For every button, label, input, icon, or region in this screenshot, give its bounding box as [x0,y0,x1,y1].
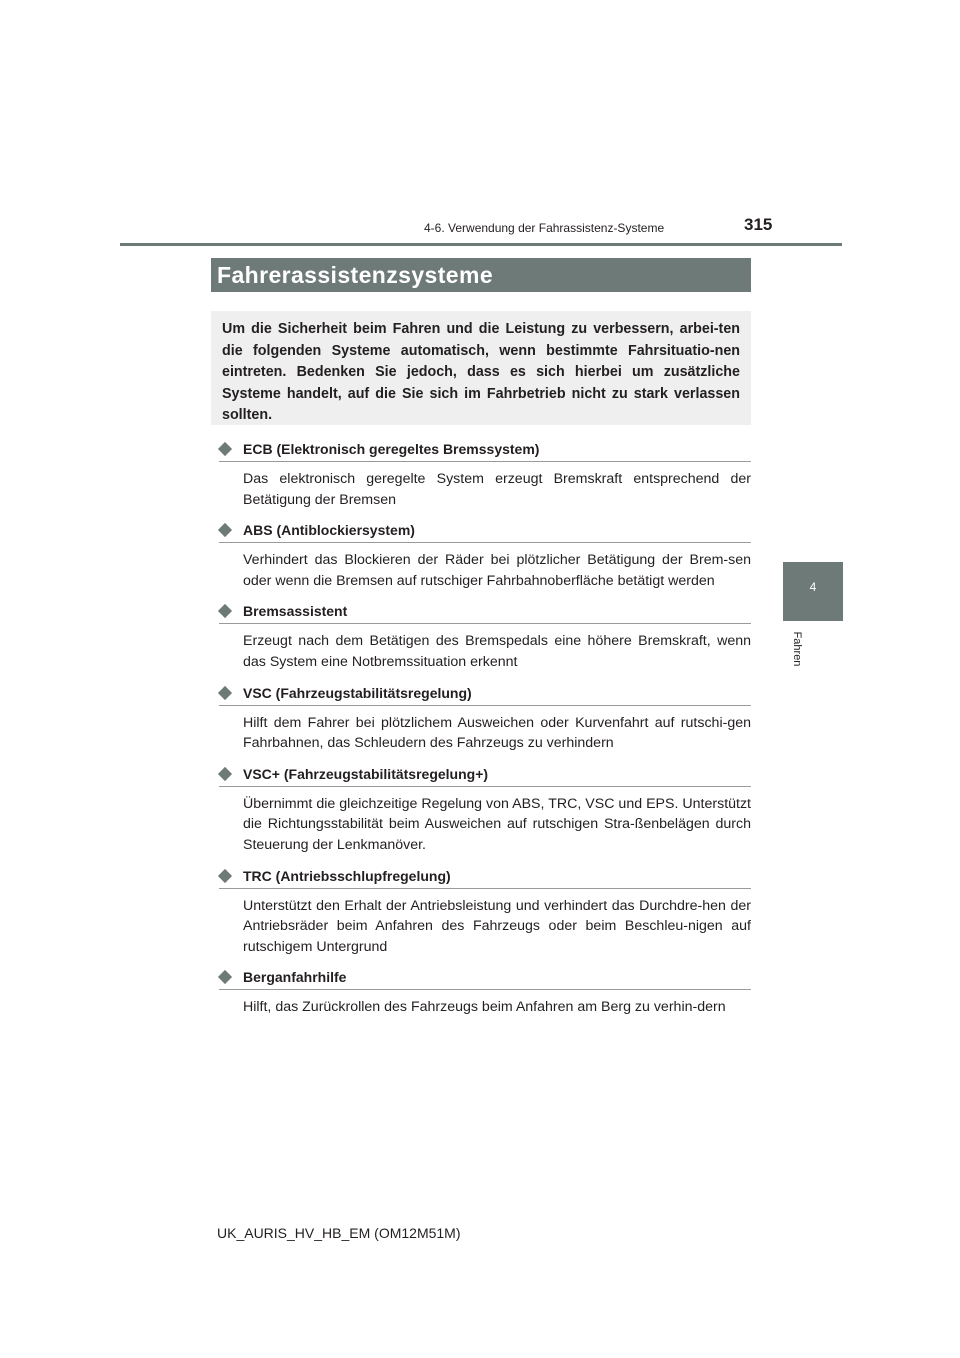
header-section-title: 4-6. Verwendung der Fahrassistenz-Systeme [424,221,665,235]
feature-title: VSC+ (Fahrzeugstabilitätsregelung+) [243,765,489,782]
intro-text: Um die Sicherheit beim Fahren und die Leistung zu verbessern, arbei-ten die folgenden Systeme automatisch, wenn bestimmte Fahrsituatio-nen eintreten. Bedenken Sie jedoch, dass es sich hierbei um zusätzliche Systeme handelt, auf die Sie sich im Fahrbetrieb nicht zu stark verlassen sollten. [222,321,740,424]
feature-heading [219,964,751,990]
diamond-bullet-icon [218,767,232,781]
diamond-bullet-icon [218,604,232,618]
diamond-bullet-icon [218,442,232,456]
feature-description: Erzeugt nach dem Betätigen des Bremspedals eine höhere Bremskraft, wenn das System eine Notbremssituation erkennt [243,633,751,670]
feature-heading [219,863,751,889]
feature-title: VSC (Fahrzeugstabilitätsregelung) [243,684,472,701]
feature-description: Hilft, das Zurückrollen des Fahrzeugs beim Anfahren am Berg zu verhin-dern [243,999,726,1016]
feature-title: ECB (Elektronisch geregeltes Bremssystem) [243,441,540,457]
feature-title: Berganfahrhilfe [243,969,347,986]
feature-item [219,436,751,510]
feature-description: Übernimmt die gleichzeitige Regelung von ABS, TRC, VSC und EPS. Unterstützt die Richtungsstabilität beim Ausweichen auf rutschigen Stra-ßenbelägen durch Steuerung der Lenkmanöver. [243,795,751,853]
feature-description: Unterstützt den Erhalt der Antriebsleistung und verhindert das Durchdre-hen der Antriebsräder beim Anfahren des Fahrzeugs oder beim Beschleu-nigen auf rutschigem Untergrund [243,897,751,955]
feature-item [219,517,751,591]
document-code: UK_AURIS_HV_HB_EM (OM12M51M) [217,1225,461,1241]
diamond-bullet-icon [218,523,232,537]
feature-heading [219,680,751,706]
feature-item [219,964,751,1018]
feature-item [219,598,751,672]
chapter-label-text: Fahren [791,631,803,667]
feature-item [219,761,751,856]
feature-title: ABS (Antiblockiersystem) [243,522,415,539]
feature-heading [219,436,751,462]
feature-list [219,436,751,1025]
section-title-bar [211,258,751,292]
diamond-bullet-icon [218,868,232,882]
feature-description: Das elektronisch geregelte System erzeugt Bremskraft entsprechend der Betätigung der Bremsen [243,471,751,508]
feature-item [219,680,751,754]
diamond-bullet-icon [218,685,232,699]
diamond-bullet-icon [218,970,232,984]
chapter-label [790,628,804,670]
intro-box [211,311,751,425]
feature-description: Hilft dem Fahrer bei plötzlichem Ausweichen oder Kurvenfahrt auf rutschi-gen Fahrbahnen, das Schleudern des Fahrzeugs zu verhindern [243,714,751,752]
section-title: Fahrerassistenzsysteme [217,262,494,288]
feature-title: Bremsassistent [243,603,348,620]
feature-heading [219,598,751,624]
feature-heading [219,517,751,543]
feature-item [219,863,751,958]
chapter-number: 4 [809,580,817,594]
header-rule [120,243,842,246]
feature-heading [219,761,751,787]
feature-title: TRC (Antriebsschlupfregelung) [243,867,451,884]
feature-description: Verhindert das Blockieren der Räder bei plötzlicher Betätigung der Brem-sen oder wenn die Bremsen auf rutschiger Fahrbahnoberfläche betätigt werden [243,552,751,589]
chapter-tab [783,562,843,621]
page-number: 315 [744,215,773,234]
